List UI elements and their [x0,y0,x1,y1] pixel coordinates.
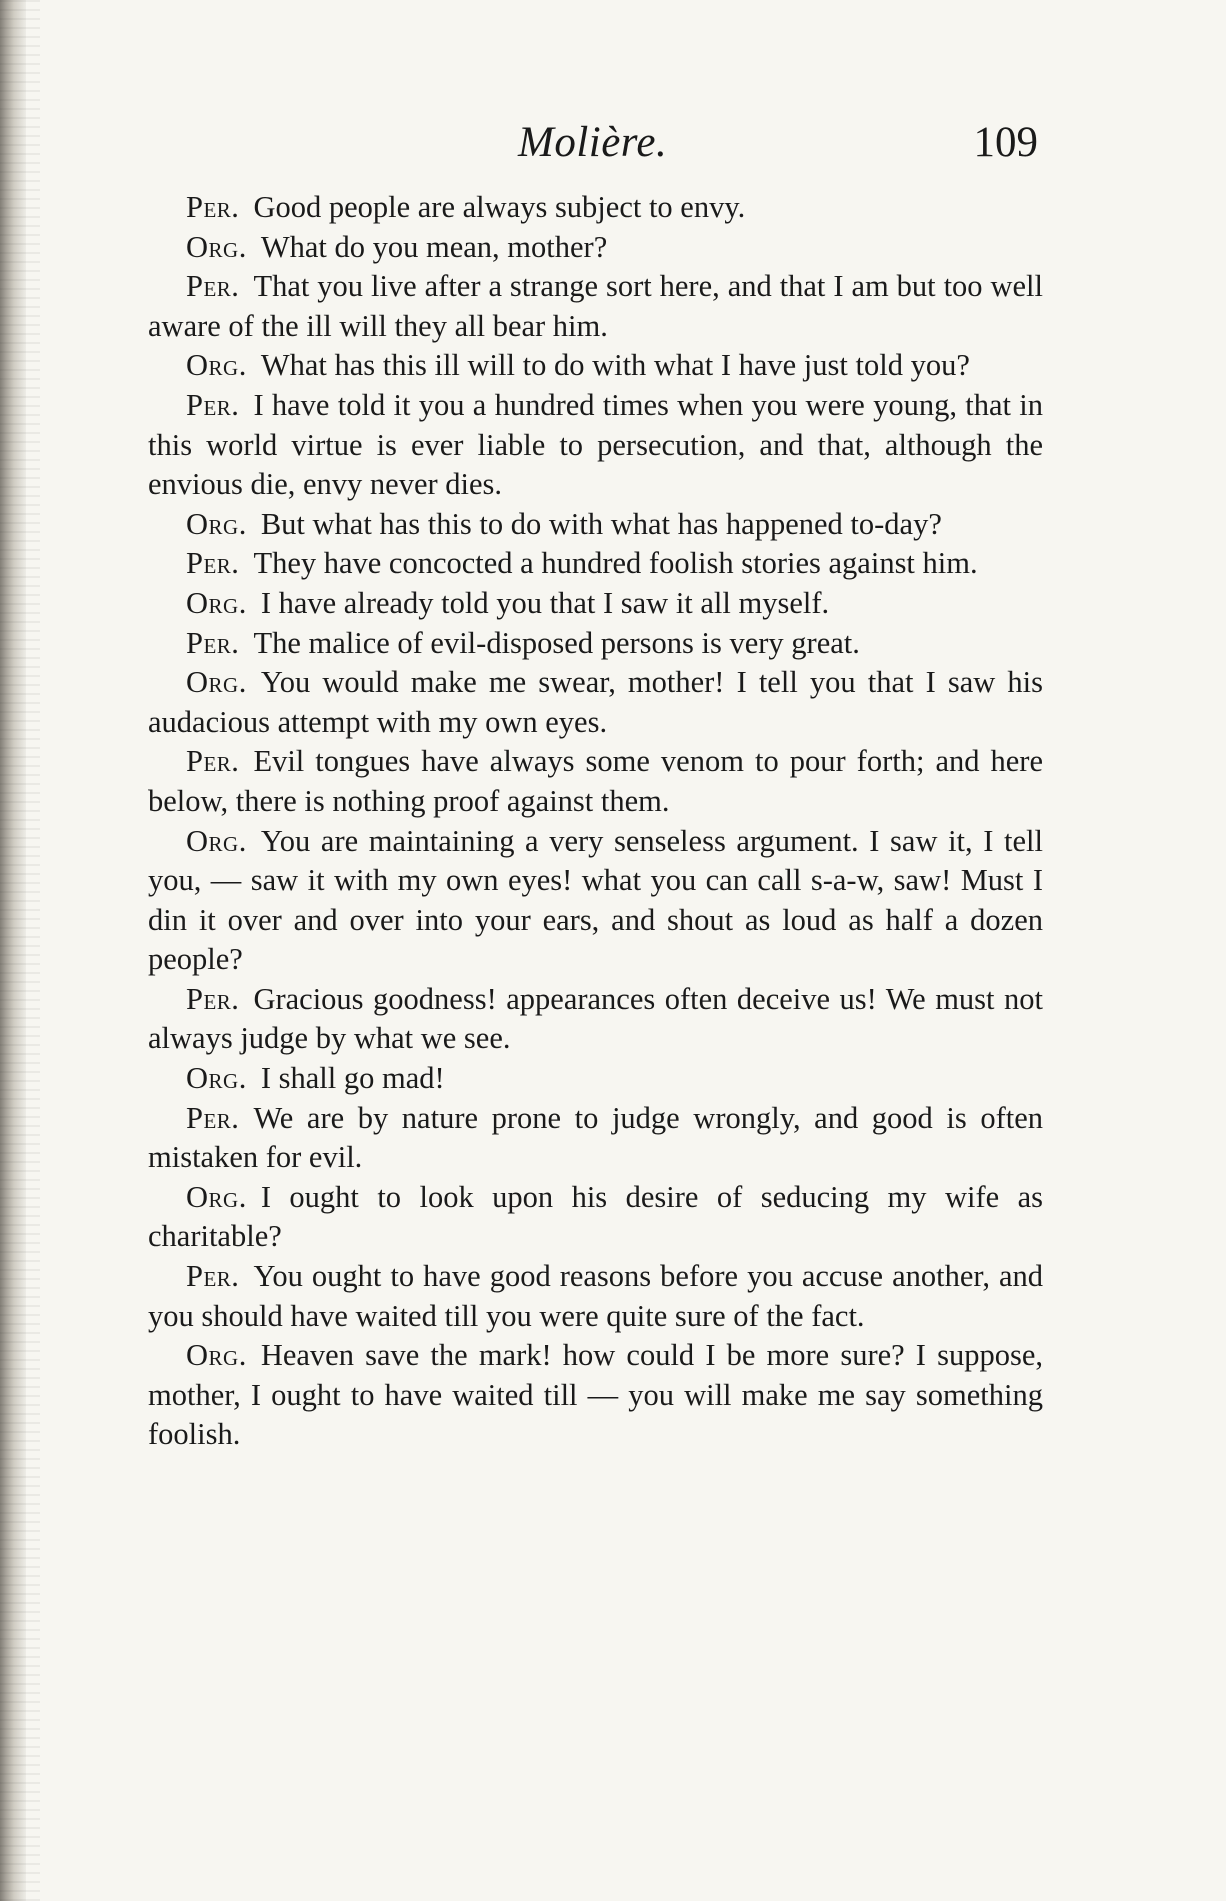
dialogue-line [148,228,1043,268]
speaker-name: Per. [186,744,240,779]
speech: I ought to look upon his desire of seducing my wife as charitable? [148,1179,1043,1254]
speech: Heaven save the mark! how could I be more sure? I suppose, mother, I ought to have waited till — you will make me say something foolish. [148,1338,1043,1452]
speaker-name: Org. [186,1179,247,1214]
speaker-name: Per. [186,190,240,224]
dialogue-text [148,188,1043,1455]
dialogue-line [148,624,1043,664]
speech: I shall go mad! [260,1061,445,1096]
speech: I have already told you that I saw it all myself. [260,585,830,620]
speaker-name: Org. [186,348,247,383]
dialogue-line [148,267,1043,346]
speaker-name: Org. [186,1061,247,1096]
speech: But what has this to do with what has happened to-day? [260,506,942,541]
speaker-name: Org. [186,1338,247,1373]
speaker-name: Per. [186,625,240,660]
speaker-name: Per. [186,387,240,422]
speaker-name: Org. [186,506,247,541]
speaker-name: Per. [186,546,240,581]
speech: Gracious goodness! appearances often deceive us! We must not always judge by what we see. [148,981,1043,1056]
dialogue-line [148,544,1043,584]
dialogue-line [148,822,1043,980]
dialogue-line [148,980,1043,1059]
speech: You would make me swear, mother! I tell you that I saw his audacious attempt with my own eyes. [148,665,1043,739]
dialogue-line [148,1099,1043,1178]
dialogue-line [148,188,1043,228]
dialogue-line [148,1257,1043,1336]
speaker-name: Per. [186,1100,240,1135]
running-title: Molière. [518,119,668,166]
speech: They have concocted a hundred foolish stories against him. [253,546,978,581]
speech: I have told it you a hundred times when you were young, that in this world virtue is ever liable to persecution, and that, although the envious die, envy never dies. [148,387,1043,502]
speech: What has this ill will to do with what I have just told you? [260,348,970,383]
speech: That you live after a strange sort here, and that I am but too well aware of the ill will they all bear him. [148,269,1043,343]
speech: Evil tongues have always some venom to pour forth; and here below, there is nothing proof against them. [148,744,1043,818]
page-edge-texture [0,0,40,1901]
speech: The malice of evil-disposed persons is very great. [253,625,860,660]
speech: Good people are always subject to envy. [253,190,746,224]
dialogue-line [148,1059,1043,1099]
speech: You ought to have good reasons before you accuse another, and you should have waited till you were quite sure of the fact. [148,1259,1043,1333]
speaker-name: Org. [186,665,247,700]
dialogue-line [148,1178,1043,1257]
dialogue-line [148,584,1043,624]
speech: You are maintaining a very senseless argument. I saw it, I tell you, — saw it with my own eyes! what you can call s-a-w, saw! Must I din it over and over into your ears, and shout as loud as half a dozen people? [148,823,1043,977]
speaker-name: Per. [186,269,240,304]
speech: We are by nature prone to judge wrongly, and good is often mistaken for evil. [148,1100,1043,1175]
page-number: 109 [973,119,1038,166]
dialogue-line [148,505,1043,545]
speech: What do you mean, mother? [260,229,608,264]
speaker-name: Org. [186,585,247,620]
speaker-name: Org. [186,823,247,858]
page-header [148,118,1048,178]
speaker-name: Per. [186,981,240,1016]
speaker-name: Org. [186,229,247,264]
dialogue-line [148,346,1043,386]
dialogue-line [148,386,1043,505]
dialogue-line [148,742,1043,821]
dialogue-line [148,1336,1043,1455]
dialogue-line [148,663,1043,742]
speaker-name: Per. [186,1259,240,1294]
